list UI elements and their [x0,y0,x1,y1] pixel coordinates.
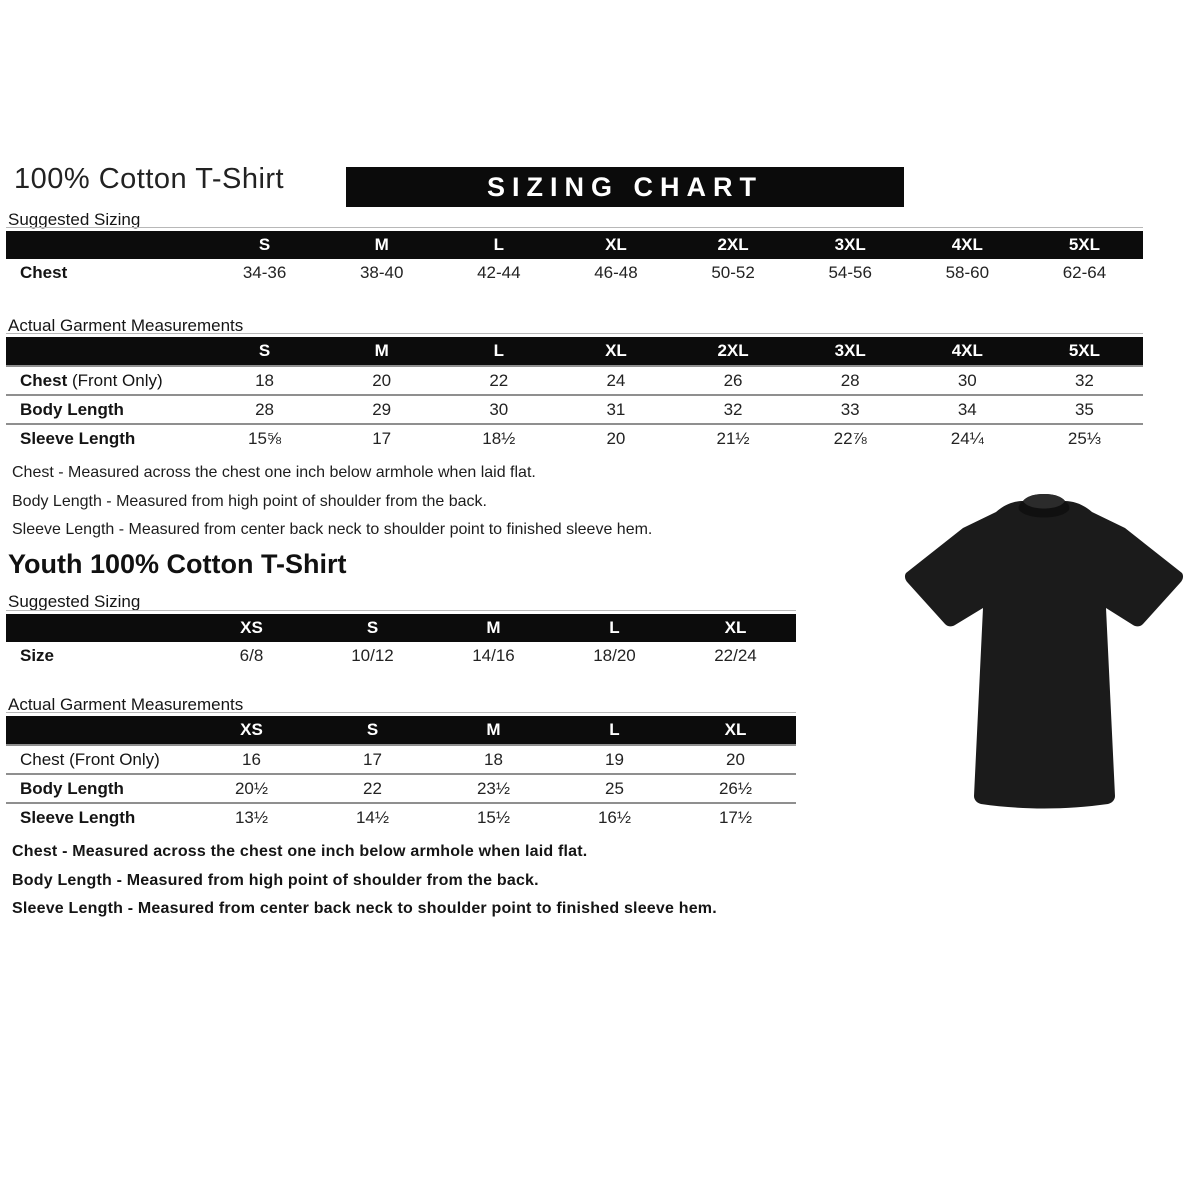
size-column-header: M [374,235,389,254]
youth-suggested-sizing-table [6,610,796,669]
youth-measurement-notes [12,843,717,929]
note-chest: Chest - Measured across the chest one inch below armhole when laid flat. [12,843,588,860]
adult-actual-header-row [6,337,1143,365]
row-label: Sleeve Length [20,807,136,827]
measurement-value: 33 [840,399,860,419]
measurement-value: 22⅞ [833,428,867,448]
table-row-sleeve-length [6,423,1143,452]
youth-section-title: Youth 100% Cotton T-Shirt [8,549,347,579]
measurement-value: 24¼ [950,428,984,448]
measurement-value: 62-64 [1062,262,1107,282]
youth-suggested-header-row [6,614,796,642]
measurement-value: 46-48 [594,262,638,282]
measurement-value: 14/16 [472,645,515,665]
measurement-value: 32 [723,399,743,419]
row-label: Chest (Front Only) [20,370,163,390]
size-column-header: S [366,720,379,739]
size-column-header: 4XL [951,341,983,360]
measurement-value: 13½ [234,807,269,827]
table-row-chest-front-only [6,365,1143,394]
size-column-header: XS [240,618,263,637]
size-column-header: 3XL [834,341,866,360]
measurement-value: 28 [255,399,275,419]
measurement-value: 15⅝ [248,428,282,448]
measurement-value: 26 [723,370,743,390]
measurement-value: 17½ [718,807,753,827]
adult-suggested-sizing-table [6,227,1143,286]
adult-actual-measurements-table [6,333,1143,452]
row-label: Sleeve Length [20,428,136,448]
note-body-length: Body Length - Measured from high point of shoulder from the back. [12,492,487,510]
measurement-value: 18½ [482,428,516,448]
size-column-header: M [374,341,389,360]
size-column-header: L [609,720,620,739]
table-row-size [6,642,796,669]
size-column-header: XL [724,720,747,739]
measurement-value: 25⅓ [1067,428,1101,448]
sizing-chart-banner-label: SIZING CHART [487,171,763,202]
measurement-value: 10/12 [351,645,394,665]
measurement-value: 35 [1074,399,1094,419]
table-row-chest [6,259,1143,286]
youth-actual-header-row [6,716,796,744]
measurement-value: 17 [363,749,382,769]
measurement-value: 29 [372,399,392,419]
measurement-value: 28 [840,370,860,390]
size-column-header: XL [605,341,627,360]
measurement-value: 42-44 [477,262,521,282]
youth-actual-measurements-table [6,712,796,831]
adult-suggested-header-row [6,231,1143,259]
measurement-value: 24 [606,370,626,390]
size-column-header: 3XL [834,235,866,254]
measurement-value: 58-60 [945,262,990,282]
measurement-value: 20 [726,749,745,769]
adult-suggested-sizing-label: Suggested Sizing [8,210,141,229]
size-column-header: S [258,235,271,254]
measurement-value: 30 [957,370,977,390]
size-column-header: 2XL [717,235,749,254]
measurement-value: 25 [605,778,624,798]
note-sleeve-length: Sleeve Length - Measured from center back neck to shoulder point to finished sleeve hem. [12,900,717,917]
size-column-header: L [493,341,504,360]
measurement-value: 38-40 [359,262,404,282]
measurement-value: 6/8 [239,645,264,665]
row-label: Chest [20,262,68,282]
row-label: Body Length [20,778,124,798]
measurement-value: 54-56 [828,262,872,282]
measurement-value: 16½ [597,807,632,827]
adult-actual-measurements-label: Actual Garment Measurements [8,316,244,335]
size-column-header: XL [605,235,627,254]
measurement-value: 20½ [234,778,269,798]
table-row-body-length [6,773,796,802]
measurement-value: 34-36 [242,262,287,282]
size-column-header: L [609,618,620,637]
size-column-header: 2XL [717,341,749,360]
measurement-value: 30 [489,399,509,419]
measurement-value: 16 [242,749,261,769]
table-row-sleeve-length [6,802,796,831]
tshirt-image [893,476,1195,821]
note-body-length: Body Length - Measured from high point of shoulder from the back. [12,871,539,889]
size-column-header: XS [240,720,263,739]
size-column-header: 5XL [1068,341,1101,360]
measurement-value: 18 [484,749,503,769]
youth-suggested-sizing-label: Suggested Sizing [8,592,141,611]
row-label: Body Length [20,399,124,419]
measurement-value: 18/20 [593,645,636,665]
note-chest: Chest - Measured across the chest one inch below armhole when laid flat. [12,464,536,481]
size-column-header: 5XL [1068,235,1101,254]
measurement-value: 34 [957,399,977,419]
measurement-value: 50-52 [711,262,755,282]
measurement-value: 31 [606,399,626,419]
measurement-value: 22/24 [714,645,757,665]
size-column-header: S [258,341,271,360]
measurement-value: 15½ [476,807,511,827]
table-row-body-length [6,394,1143,423]
measurement-value: 20 [606,428,626,448]
adult-section-title: 100% Cotton T-Shirt [14,163,285,195]
measurement-value: 18 [255,370,275,390]
measurement-value: 14½ [355,807,390,827]
measurement-value: 32 [1074,370,1094,390]
note-sleeve-length: Sleeve Length - Measured from center back neck to shoulder point to finished sleeve hem. [12,521,653,538]
measurement-value: 19 [605,749,624,769]
measurement-value: 20 [372,370,392,390]
size-column-header: XL [724,618,747,637]
youth-actual-measurements-label: Actual Garment Measurements [8,695,244,714]
measurement-value: 22 [489,370,509,390]
size-column-header: 4XL [951,235,983,254]
adult-measurement-notes [12,464,652,550]
measurement-value: 26½ [718,778,753,798]
size-column-header: M [486,618,501,637]
row-label: Size [20,645,55,665]
size-column-header: L [493,235,504,254]
tshirt-photo [893,476,1195,821]
size-column-header: S [366,618,379,637]
sizing-chart-banner [346,167,904,207]
measurement-value: 23½ [476,778,511,798]
row-label: Chest (Front Only) [20,749,160,769]
table-row-chest-front-only [6,744,796,773]
measurement-value: 17 [372,428,392,448]
measurement-value: 21½ [716,428,750,448]
size-column-header: M [486,720,501,739]
measurement-value: 22 [363,778,382,798]
